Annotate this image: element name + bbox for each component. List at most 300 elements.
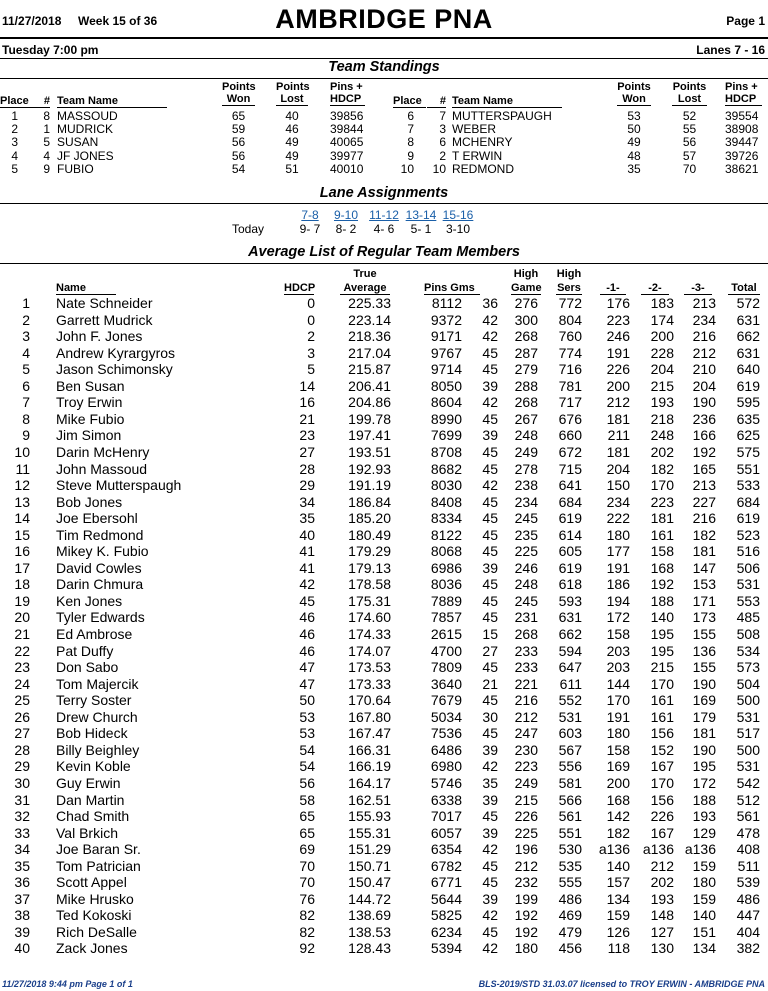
standings-place: 7 — [407, 122, 414, 137]
avg-game-1: 212 — [606, 394, 630, 411]
avg-game-2: 195 — [650, 642, 674, 659]
avg-game-1: 172 — [606, 609, 630, 626]
avg-game-2: a136 — [642, 841, 674, 858]
avg-games: 39 — [482, 741, 498, 758]
avg-true-average: 218.36 — [348, 328, 391, 345]
avg-true-average: 215.87 — [348, 361, 391, 378]
avg-game-2: 212 — [650, 857, 674, 874]
avg-high-series: 684 — [558, 493, 582, 510]
avg-pins: 8122 — [430, 526, 462, 543]
avg-game-3: 155 — [692, 659, 716, 676]
avg-game-1: 177 — [606, 543, 630, 560]
avg-game-3: 212 — [692, 344, 716, 361]
avg-game-3: 147 — [692, 559, 716, 576]
avg-high-series: 804 — [558, 311, 582, 328]
avg-game-1: 234 — [606, 493, 630, 510]
avg-game-2: 193 — [650, 890, 674, 907]
avg-game-2: 202 — [650, 874, 674, 891]
avg-rank: 29 — [14, 758, 30, 775]
avg-game-3: 140 — [692, 907, 716, 924]
avg-game-2: 181 — [650, 510, 674, 527]
avg-game-3: 159 — [692, 890, 716, 907]
avg-row — [0, 924, 768, 941]
avg-hdcp: 56 — [299, 774, 315, 791]
standings-header-place: Place — [393, 95, 426, 108]
avg-total: 534 — [736, 642, 760, 659]
avg-hdcp: 45 — [299, 592, 315, 609]
avg-games: 42 — [482, 311, 498, 328]
avg-hdcp: 27 — [299, 443, 315, 460]
avg-true-average: 179.13 — [348, 559, 391, 576]
avg-high-series: 486 — [558, 890, 582, 907]
avg-hdcp: 92 — [299, 940, 315, 957]
avg-bowler-name: Guy Erwin — [56, 774, 121, 791]
avg-true-average: 138.53 — [348, 923, 391, 940]
avg-true-average: 223.14 — [348, 311, 391, 328]
lane-pair-link[interactable]: 13-14 — [405, 208, 437, 222]
avg-games: 30 — [482, 708, 498, 725]
avg-pins: 6771 — [430, 874, 462, 891]
lane-pair-link[interactable]: 7-8 — [301, 208, 319, 222]
avg-pins: 7679 — [430, 692, 462, 709]
avg-games: 36 — [482, 295, 498, 311]
avg-game-3: 210 — [692, 361, 716, 378]
avg-total: 382 — [736, 940, 760, 957]
lane-pair-link[interactable]: 11-12 — [369, 208, 399, 222]
avg-high-series: 555 — [558, 874, 582, 891]
avg-game-3: 136 — [692, 642, 716, 659]
avg-pins: 7536 — [430, 725, 462, 742]
avg-high-game: 234 — [514, 493, 538, 510]
standings-pins-hdcp: 40010 — [330, 161, 364, 176]
avg-high-series: 647 — [558, 659, 582, 676]
avg-game-1: 134 — [606, 890, 630, 907]
avg-row — [0, 626, 768, 643]
avg-pins: 3640 — [430, 675, 462, 692]
avg-high-game: 230 — [514, 741, 538, 758]
standings-team-name: MASSOUD — [57, 109, 118, 123]
avg-total: 485 — [736, 609, 760, 626]
avg-pins: 8604 — [430, 394, 462, 411]
standings-row — [0, 136, 768, 149]
avg-high-game: 238 — [514, 477, 538, 494]
avg-game-3: 192 — [692, 443, 716, 460]
avg-bowler-name: John F. Jones — [56, 328, 143, 345]
standings-place: 9 — [407, 148, 414, 163]
avg-hdcp: 14 — [299, 377, 315, 394]
avg-hdcp: 46 — [299, 626, 315, 642]
avg-row — [0, 775, 768, 792]
avg-games: 35 — [482, 774, 498, 791]
avg-rank: 23 — [14, 659, 30, 676]
avg-bowler-name: Ed Ambrose — [56, 626, 133, 642]
avg-true-average: 155.31 — [348, 824, 391, 841]
standings-team-name: FUBIO — [57, 161, 94, 176]
standings-team-name: MUDRICK — [57, 122, 113, 137]
avg-game-1: 118 — [607, 940, 630, 957]
avg-game-2: 140 — [650, 609, 674, 626]
avg-row — [0, 742, 768, 759]
standings-header-lost: Points Lost — [672, 81, 707, 105]
avg-total: 404 — [736, 923, 760, 940]
avg-game-1: 222 — [606, 510, 630, 527]
avg-game-3: 129 — [692, 824, 716, 841]
avg-game-2: 167 — [650, 758, 674, 775]
avg-game-1: 194 — [606, 592, 630, 609]
avg-row — [0, 593, 768, 610]
avg-game-2: 156 — [650, 791, 674, 808]
avg-game-2: 192 — [650, 576, 674, 593]
avg-high-game: 212 — [514, 857, 538, 874]
avg-true-average: 138.69 — [348, 907, 391, 924]
avg-header-hg_bottom: Game — [511, 282, 542, 294]
avg-total: 619 — [736, 377, 760, 394]
standings-header-team: Team Name — [57, 95, 167, 108]
avg-games: 45 — [482, 692, 498, 709]
avg-rank: 26 — [14, 708, 30, 725]
avg-games: 39 — [482, 890, 498, 907]
avg-high-game: 248 — [514, 576, 538, 593]
avg-rank: 5 — [22, 361, 30, 378]
standings-place: 2 — [11, 122, 18, 137]
avg-pins: 8050 — [430, 377, 462, 394]
avg-games: 42 — [482, 907, 498, 924]
avg-row — [0, 841, 768, 858]
avg-rank: 15 — [14, 526, 30, 543]
avg-games: 45 — [482, 725, 498, 742]
avg-bowler-name: Joe Baran Sr. — [56, 841, 141, 858]
avg-header-name: Name — [56, 282, 116, 295]
avg-high-game: 221 — [514, 675, 538, 692]
avg-rank: 20 — [14, 609, 30, 626]
avg-game-3: 181 — [692, 543, 716, 560]
lane-pair-link[interactable]: 15-16 — [442, 208, 474, 222]
avg-hdcp: 54 — [299, 758, 315, 775]
today-label: Today — [232, 222, 265, 236]
avg-rank: 24 — [14, 675, 30, 692]
avg-header-hg_top: High — [513, 268, 539, 280]
avg-bowler-name: Joe Ebersohl — [56, 510, 138, 527]
avg-high-series: 469 — [558, 907, 582, 924]
avg-true-average: 174.07 — [348, 642, 391, 659]
avg-total: 575 — [736, 443, 760, 460]
avg-game-1: 170 — [606, 692, 630, 709]
standings-team-name: REDMOND — [452, 161, 514, 176]
avg-game-3: 190 — [692, 675, 716, 692]
avg-game-2: 130 — [650, 940, 674, 957]
avg-total: 631 — [736, 344, 760, 361]
standings-pins-hdcp: 39856 — [330, 109, 364, 123]
avg-hdcp: 46 — [299, 609, 315, 626]
avg-total: 506 — [736, 559, 760, 576]
standings-pins-hdcp: 39447 — [725, 135, 759, 150]
avg-true-average: 206.41 — [348, 377, 391, 394]
avg-total: 551 — [736, 460, 760, 477]
day-time: Tuesday 7:00 pm — [2, 43, 99, 57]
standings-row — [0, 150, 768, 163]
avg-game-3: 180 — [692, 874, 716, 891]
avg-game-1: 140 — [606, 857, 630, 874]
avg-total: 500 — [736, 692, 760, 709]
avg-pins: 5825 — [430, 907, 462, 924]
avg-pins: 9767 — [430, 344, 462, 361]
avg-true-average: 175.31 — [348, 592, 391, 609]
avg-pins: 4700 — [430, 642, 462, 659]
avg-rank: 40 — [14, 940, 30, 957]
avg-pins: 7889 — [430, 592, 462, 609]
avg-games: 45 — [482, 526, 498, 543]
avg-row — [0, 411, 768, 428]
avg-high-game: 248 — [514, 427, 538, 444]
avg-game-1: 159 — [606, 907, 630, 924]
avg-row — [0, 858, 768, 875]
avg-total: 508 — [736, 626, 760, 642]
avg-rank: 35 — [14, 857, 30, 874]
avg-rank: 14 — [14, 510, 30, 527]
avg-high-game: 249 — [514, 774, 538, 791]
avg-pins: 6338 — [430, 791, 462, 808]
avg-game-2: 167 — [650, 824, 674, 841]
avg-high-series: 774 — [558, 344, 582, 361]
avg-pins: 7699 — [430, 427, 462, 444]
avg-game-3: 166 — [692, 427, 716, 444]
avg-bowler-name: John Massoud — [56, 460, 148, 477]
avg-bowler-name: Jim Simon — [56, 427, 122, 444]
avg-bowler-name: David Cowles — [56, 559, 142, 576]
lanes-rule — [0, 203, 768, 204]
avg-game-1: a136 — [598, 841, 630, 858]
avg-games: 39 — [482, 377, 498, 394]
avg-game-2: 202 — [650, 443, 674, 460]
avg-total: 640 — [736, 361, 760, 378]
avg-total: 478 — [736, 824, 760, 841]
avg-high-game: 196 — [514, 841, 538, 858]
avg-true-average: 204.86 — [348, 394, 391, 411]
avg-hdcp: 47 — [299, 675, 315, 692]
avg-true-average: 186.84 — [348, 493, 391, 510]
avg-total: 542 — [736, 774, 760, 791]
avg-game-3: a136 — [684, 841, 716, 858]
standings-team-number: 10 — [432, 161, 446, 176]
standings-points-lost: 55 — [682, 122, 697, 137]
avg-row — [0, 444, 768, 461]
avg-high-series: 618 — [558, 576, 582, 593]
avg-game-3: 227 — [692, 493, 716, 510]
standings-header-team: Team Name — [452, 95, 562, 108]
avg-bowler-name: Terry Soster — [56, 692, 132, 709]
standings-points-won: 54 — [231, 161, 246, 176]
avg-pins: 8030 — [430, 477, 462, 494]
standings-points-lost: 52 — [682, 109, 697, 123]
standings-team-name: T ERWIN — [452, 148, 503, 163]
avg-row — [0, 659, 768, 676]
avg-high-series: 614 — [558, 526, 582, 543]
avg-game-2: 215 — [650, 377, 674, 394]
avg-total: 504 — [736, 675, 760, 692]
avg-high-series: 531 — [558, 708, 582, 725]
avg-hdcp: 47 — [299, 659, 315, 676]
avg-game-2: 204 — [650, 361, 674, 378]
avg-game-2: 152 — [650, 741, 674, 758]
avg-bowler-name: Jason Schimonsky — [56, 361, 173, 378]
avg-true-average: 199.78 — [348, 410, 391, 427]
avg-game-3: 134 — [692, 940, 716, 957]
standings-header-num: # — [427, 95, 446, 108]
standings-place: 8 — [407, 135, 414, 150]
avg-high-series: 593 — [558, 592, 582, 609]
avg-rank: 38 — [14, 907, 30, 924]
avg-game-1: 180 — [606, 725, 630, 742]
avg-games: 45 — [482, 493, 498, 510]
avg-game-3: 151 — [692, 923, 716, 940]
avg-high-series: 479 — [558, 923, 582, 940]
avg-true-average: 225.33 — [348, 295, 391, 311]
avg-bowler-name: Bob Jones — [56, 493, 123, 510]
avg-true-average: 164.17 — [348, 774, 391, 791]
avg-hdcp: 70 — [299, 857, 315, 874]
avg-bowler-name: Ken Jones — [56, 592, 123, 609]
lane-pair-link[interactable]: 9-10 — [333, 208, 359, 222]
avg-total: 631 — [736, 311, 760, 328]
avg-true-average: 150.71 — [348, 857, 391, 874]
avg-pins: 6986 — [430, 559, 462, 576]
avg-high-series: 760 — [558, 328, 582, 345]
avg-high-series: 641 — [558, 477, 582, 494]
standings-team-number: 8 — [43, 109, 50, 123]
avg-rank: 13 — [14, 493, 30, 510]
avg-pins: 8112 — [431, 295, 462, 311]
standings-points-won: 56 — [231, 135, 246, 150]
avg-game-3: 181 — [692, 725, 716, 742]
avg-hdcp: 41 — [299, 559, 315, 576]
avg-row — [0, 576, 768, 593]
avg-rank: 16 — [14, 543, 30, 560]
avg-game-1: 223 — [606, 311, 630, 328]
avg-total: 625 — [736, 427, 760, 444]
avg-high-game: 226 — [514, 808, 538, 825]
avg-games: 45 — [482, 361, 498, 378]
avg-row — [0, 692, 768, 709]
avg-high-game: 245 — [514, 592, 538, 609]
avg-high-series: 772 — [558, 295, 582, 311]
avg-row — [0, 609, 768, 626]
avg-high-series: 552 — [558, 692, 582, 709]
standings-row — [0, 163, 768, 176]
avg-row — [0, 378, 768, 395]
avg-header-g1: -1- — [600, 282, 626, 295]
avg-rank: 34 — [14, 841, 30, 858]
avg-game-2: 226 — [650, 808, 674, 825]
avg-bowler-name: Mike Fubio — [56, 410, 125, 427]
avg-rank: 36 — [14, 874, 30, 891]
avg-game-1: 158 — [606, 626, 630, 642]
avg-high-game: 192 — [514, 907, 538, 924]
avg-games: 45 — [482, 857, 498, 874]
lane-today-matchup: 9- 7 — [299, 222, 321, 236]
standings-points-lost: 49 — [285, 135, 299, 150]
avg-true-average: 166.19 — [348, 758, 391, 775]
avg-total: 512 — [736, 791, 760, 808]
avg-game-3: 190 — [692, 394, 716, 411]
avg-game-2: 127 — [650, 923, 674, 940]
avg-bowler-name: Rich DeSalle — [56, 923, 137, 940]
avg-games: 45 — [482, 576, 498, 593]
avg-pins: 6782 — [430, 857, 462, 874]
standings-team-name: MUTTERSPAUGH — [452, 109, 552, 123]
lanes-range: Lanes 7 - 16 — [696, 43, 765, 57]
avg-total: 553 — [736, 592, 760, 609]
avg-game-3: 171 — [692, 592, 716, 609]
avg-bowler-name: Billy Beighley — [56, 741, 140, 758]
avg-games: 39 — [482, 427, 498, 444]
avg-high-game: 212 — [514, 708, 538, 725]
avg-games: 45 — [482, 510, 498, 527]
avg-total: 486 — [736, 890, 760, 907]
avg-true-average: 185.20 — [348, 510, 391, 527]
avg-games: 45 — [482, 609, 498, 626]
avg-high-game: 249 — [514, 443, 538, 460]
standings-points-won: 65 — [231, 109, 246, 123]
avg-high-series: 561 — [558, 808, 582, 825]
standings-team-number: 7 — [439, 109, 446, 123]
avg-row — [0, 808, 768, 825]
avg-hdcp: 65 — [299, 808, 315, 825]
avg-high-game: 216 — [514, 692, 538, 709]
standings-team-number: 3 — [439, 122, 446, 137]
avg-rank: 2 — [22, 311, 30, 328]
avg-bowler-name: Nate Schneider — [56, 295, 153, 311]
avg-true-average: 167.80 — [348, 708, 391, 725]
standings-header-won: Points Won — [222, 81, 256, 105]
standings-header-num: # — [30, 95, 50, 108]
avg-high-game: 268 — [514, 626, 538, 642]
avg-header-true_bottom: Average — [340, 282, 390, 295]
avg-high-series: 567 — [558, 741, 582, 758]
avg-total: 573 — [736, 659, 760, 676]
avg-game-1: 203 — [606, 642, 630, 659]
avg-bowler-name: Tom Majercik — [56, 675, 139, 692]
avg-header-hs_bottom: Sers — [557, 282, 581, 294]
avg-bowler-name: Darin Chmura — [56, 576, 144, 593]
avg-game-2: 223 — [650, 493, 674, 510]
avg-game-2: 170 — [650, 774, 674, 791]
header-rule — [0, 37, 768, 39]
avg-game-2: 183 — [650, 295, 674, 311]
avg-rank: 27 — [14, 725, 30, 742]
avg-total: 511 — [737, 857, 760, 874]
avg-true-average: 166.31 — [348, 741, 391, 758]
avg-rank: 31 — [14, 791, 30, 808]
standings-pins-hdcp: 39726 — [725, 148, 759, 163]
avg-hdcp: 70 — [299, 874, 315, 891]
avg-rank: 6 — [22, 377, 30, 394]
avg-rank: 8 — [22, 410, 30, 427]
avg-game-1: 204 — [606, 460, 630, 477]
standings-team-number: 2 — [439, 148, 446, 163]
avg-bowler-name: Andrew Kyrargyros — [56, 344, 176, 361]
avg-true-average: 144.72 — [348, 890, 391, 907]
standings-row — [0, 110, 768, 123]
avg-game-3: 213 — [692, 295, 716, 311]
avg-game-1: 226 — [606, 361, 630, 378]
avg-total: 684 — [736, 493, 760, 510]
avg-pins: 7809 — [430, 659, 462, 676]
avg-true-average: 174.60 — [348, 609, 391, 626]
week-label: Week 15 of 36 — [78, 14, 158, 28]
avg-bowler-name: Garrett Mudrick — [56, 311, 153, 328]
avg-pins: 6057 — [430, 824, 462, 841]
avg-row — [0, 527, 768, 544]
